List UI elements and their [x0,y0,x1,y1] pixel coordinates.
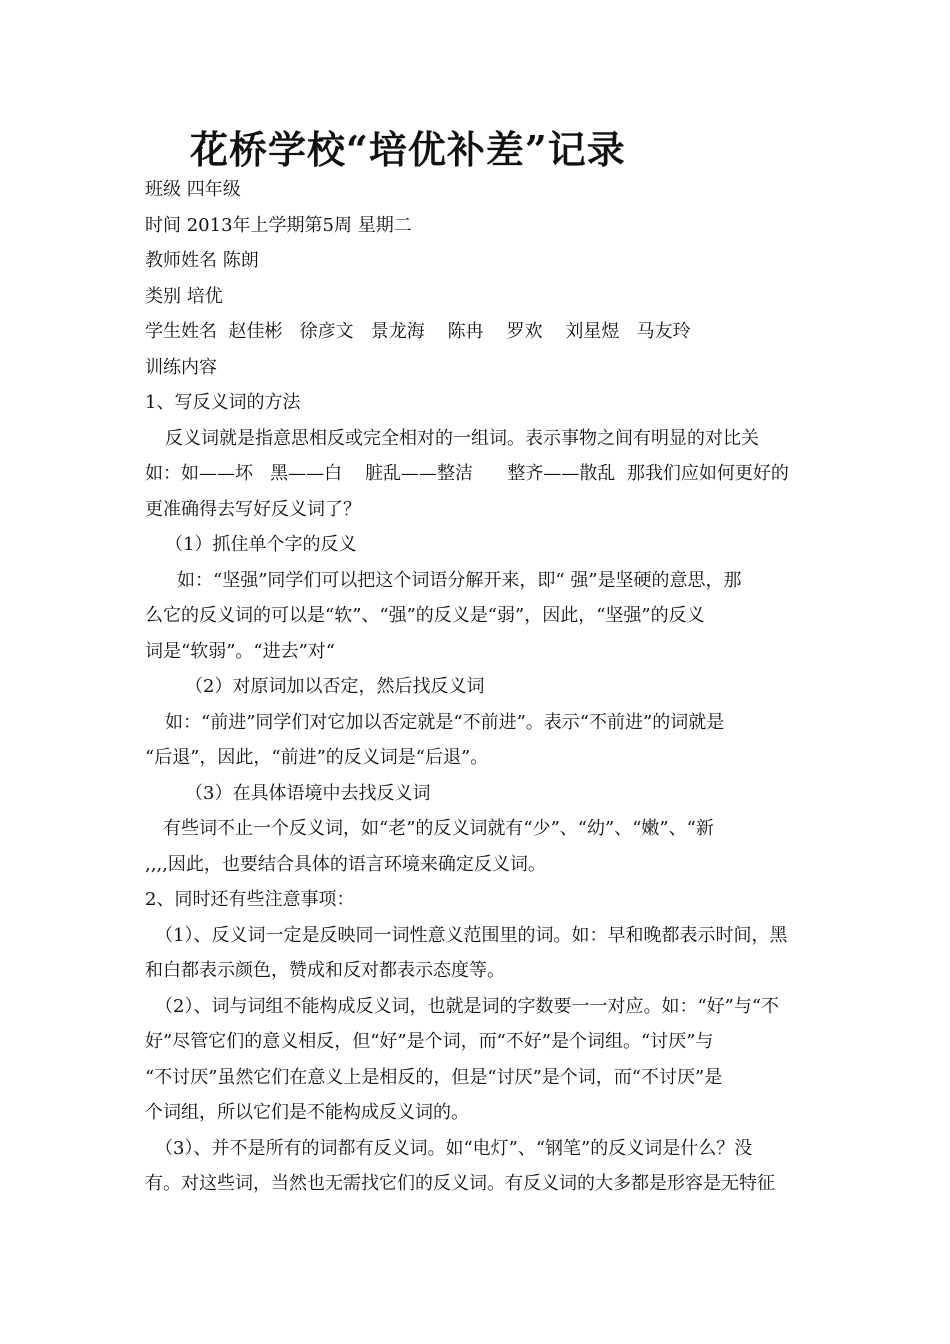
paragraph-line: 有些词不止一个反义词，如“老”的反义词就有“少”、“幼”、“嫩”、“新 [163,818,714,839]
paragraph-line: “不讨厌”虽然它们在意义上是相反的，但是“讨厌”是个词，而“不讨厌”是 [145,1066,723,1088]
class-line: 班级 四年级 [145,179,241,200]
training-content-heading: 训练内容 [145,356,217,378]
paragraph-line: “后退”，因此，“前进”的反义词是“后退”。 [145,747,489,768]
paragraph-line: 有。对这些词，当然也无需找它们的反义词。有反义词的大多都是形容是无特征 [145,1173,775,1194]
document-body [145,172,810,1202]
paragraph-line: 如：“坚强”同学们可以把这个词语分解开来，即“ 强”是坚硬的意思，那 [177,569,742,591]
paragraph-line: 如：“前进”同学们对它加以否定就是“不前进”。表示“不前进”的词就是 [165,711,725,733]
section-heading: 2、同时还有些注意事项： [145,889,355,910]
paragraph-line: 好”尽管它们的意义相反，但“好”是个词，而“不好”是个词组。“讨厌”与 [145,1031,714,1052]
section-heading: 1、写反义词的方法 [145,392,301,413]
paragraph-line: （1）、反义词一定是反映同一词性意义范围里的词。如：早和晚都表示时间，黑 [155,924,788,946]
paragraph-line: 个词组，所以它们是不能构成反义词的。 [145,1102,469,1123]
paragraph-line: 词是“软弱”。“进去”对“ [145,640,336,662]
category-line: 类别 培优 [145,285,223,307]
paragraph-line: 反义词就是指意思相反或完全相对的一组词。表示事物之间有明显的对比关 [165,427,759,449]
time-line: 时间 2013年上学期第5周 星期二 [145,214,412,236]
paragraph-line: 更准确得去写好反义词了？ [145,498,361,520]
paragraph-line: 么它的反义词的可以是“软”、“强”的反义是“弱”，因此，“坚强”的反义 [145,605,705,626]
students-line: 学生姓名 赵佳彬 徐彦文 景龙海 陈冉 罗欢 刘星煜 马友玲 [145,321,691,342]
paragraph-line: 和白都表示颜色，赞成和反对都表示态度等。 [145,960,505,981]
paragraph-line: 如：如——坏 黑——白 脏乱——整洁 整齐——散乱 那我们应如何更好的 [145,463,789,484]
paragraph-line: （2）、词与词组不能构成反义词，也就是词的字数要一一对应。如：“好”与“不 [155,995,780,1017]
teacher-line: 教师姓名 陈朗 [145,250,259,271]
paragraph-line: （3）、并不是所有的词都有反义词。如“电灯”、“钢笔”的反义词是什么？没 [155,1137,753,1159]
subheading: （1）抓住单个字的反义 [165,534,357,555]
subheading: （2）对原词加以否定，然后找反义词 [185,676,485,697]
paragraph-line: ,,,,因此，也要结合具体的语言环境来确定反义词。 [145,853,546,875]
subheading: （3）在具体语境中去找反义词 [185,782,431,804]
page-title: 花桥学校“培优补差”记录 [190,127,626,172]
